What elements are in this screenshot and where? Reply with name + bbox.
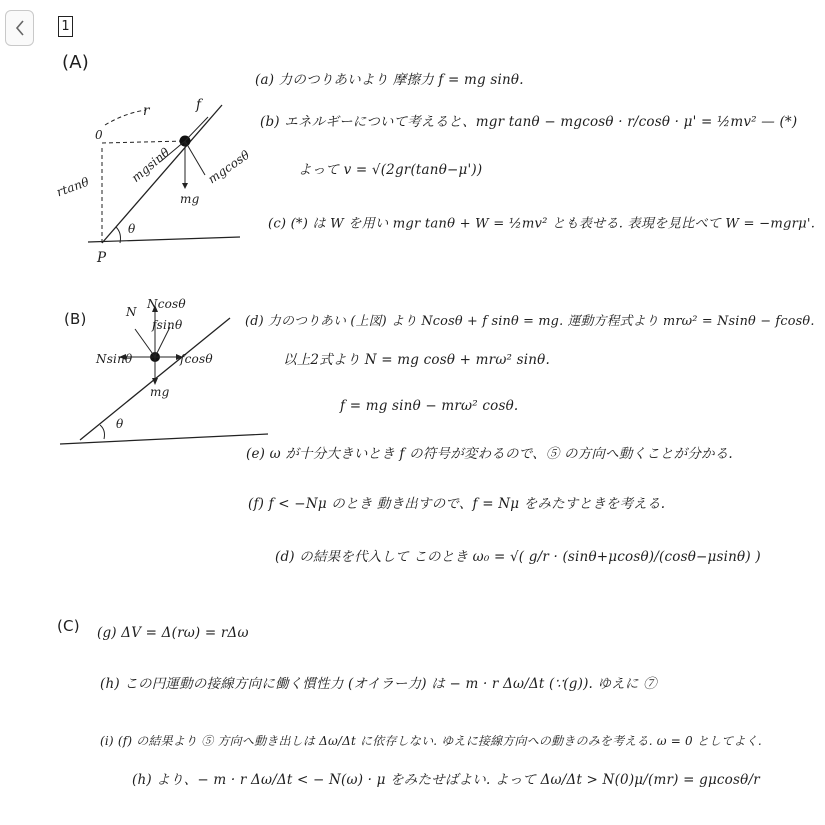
answer-f-2: (d) の結果を代入して このとき ω₀ = √( g/r · (sinθ+μcosθ)/(cosθ−μsinθ) ) (275, 549, 761, 565)
answer-b-2: よって v = √(2gr(tanθ−μ')) (298, 162, 483, 178)
fig-b-fcos: fcosθ (180, 352, 213, 366)
fig-a-P: P (97, 250, 107, 266)
part-c-label: (C) (57, 617, 80, 635)
answer-h: (h) この円運動の接線方向に働く慣性力 (オイラー力) は − m · r Δω/Δt (∵(g)). ゆえに ⑦ (100, 676, 657, 692)
back-button[interactable] (5, 10, 34, 46)
answer-e: (e) ω が十分大きいとき f の符号が変わるので、⑤ の方向へ動くことが分かる. (246, 446, 733, 462)
fig-a-mg: mg (180, 192, 200, 206)
chevron-left-icon (14, 19, 26, 37)
part-a-label: (A) (62, 52, 89, 73)
answer-f-1: (f) f < −Nμ のとき 動き出すので、f = Nμ をみたすときを考える. (248, 496, 666, 512)
fig-b-ncos: Ncosθ (147, 297, 186, 311)
fig-b-theta: θ (116, 417, 124, 431)
answer-i-1: (i) (f) の結果より ⑤ 方向へ動き出しは Δω/Δt に依存しない. ゆえに接線方向への動きのみを考える. ω = 0 としてよく. (100, 734, 762, 748)
fig-a-mgsin: mgsinθ (128, 145, 173, 185)
problem-number: 1 (58, 16, 73, 37)
fig-b-fsin: fsinθ (152, 318, 183, 332)
answer-a: (a) 力のつりあいより 摩擦力 f = mg sinθ. (255, 72, 524, 88)
fig-a-mgcos: mgcosθ (205, 147, 253, 187)
answer-c: (c) (*) は W を用い mgr tanθ + W = ½mv² とも表せる. 表現を見比べて W = −mgrμ'. (268, 215, 816, 232)
fig-a-rtan: rtanθ (54, 174, 92, 200)
fig-b-mg: mg (150, 385, 170, 399)
answer-d-2: 以上2式より N = mg cosθ + mrω² sinθ. (283, 352, 550, 368)
answer-b-1: (b) エネルギーについて考えると、mgr tanθ − mgcosθ · r/cosθ · μ' = ½mv² — (*) (260, 114, 798, 130)
answer-d-1: (d) 力のつりあい (上図) より Ncosθ + f sinθ = mg. 運動方程式より mrω² = Nsinθ − fcosθ. (245, 313, 815, 329)
part-b-label: (B) (64, 310, 87, 328)
answer-i-2: (h) より、− m · r Δω/Δt < − N(ω) · μ をみたせばよい. よって Δω/Δt > N(0)μ/(mr) = gμcosθ/r (132, 772, 760, 788)
answer-d-3: f = mg sinθ − mrω² cosθ. (340, 398, 519, 414)
fig-a-r: r (143, 103, 150, 119)
fig-b-nsin: Nsinθ (96, 352, 133, 366)
answer-g: (g) ΔV = Δ(rω) = rΔω (97, 625, 249, 641)
fig-b-N: N (126, 305, 137, 319)
fig-a-origin: 0 (95, 128, 103, 142)
fig-a-f: f (196, 97, 202, 113)
fig-a-theta: θ (128, 222, 136, 236)
